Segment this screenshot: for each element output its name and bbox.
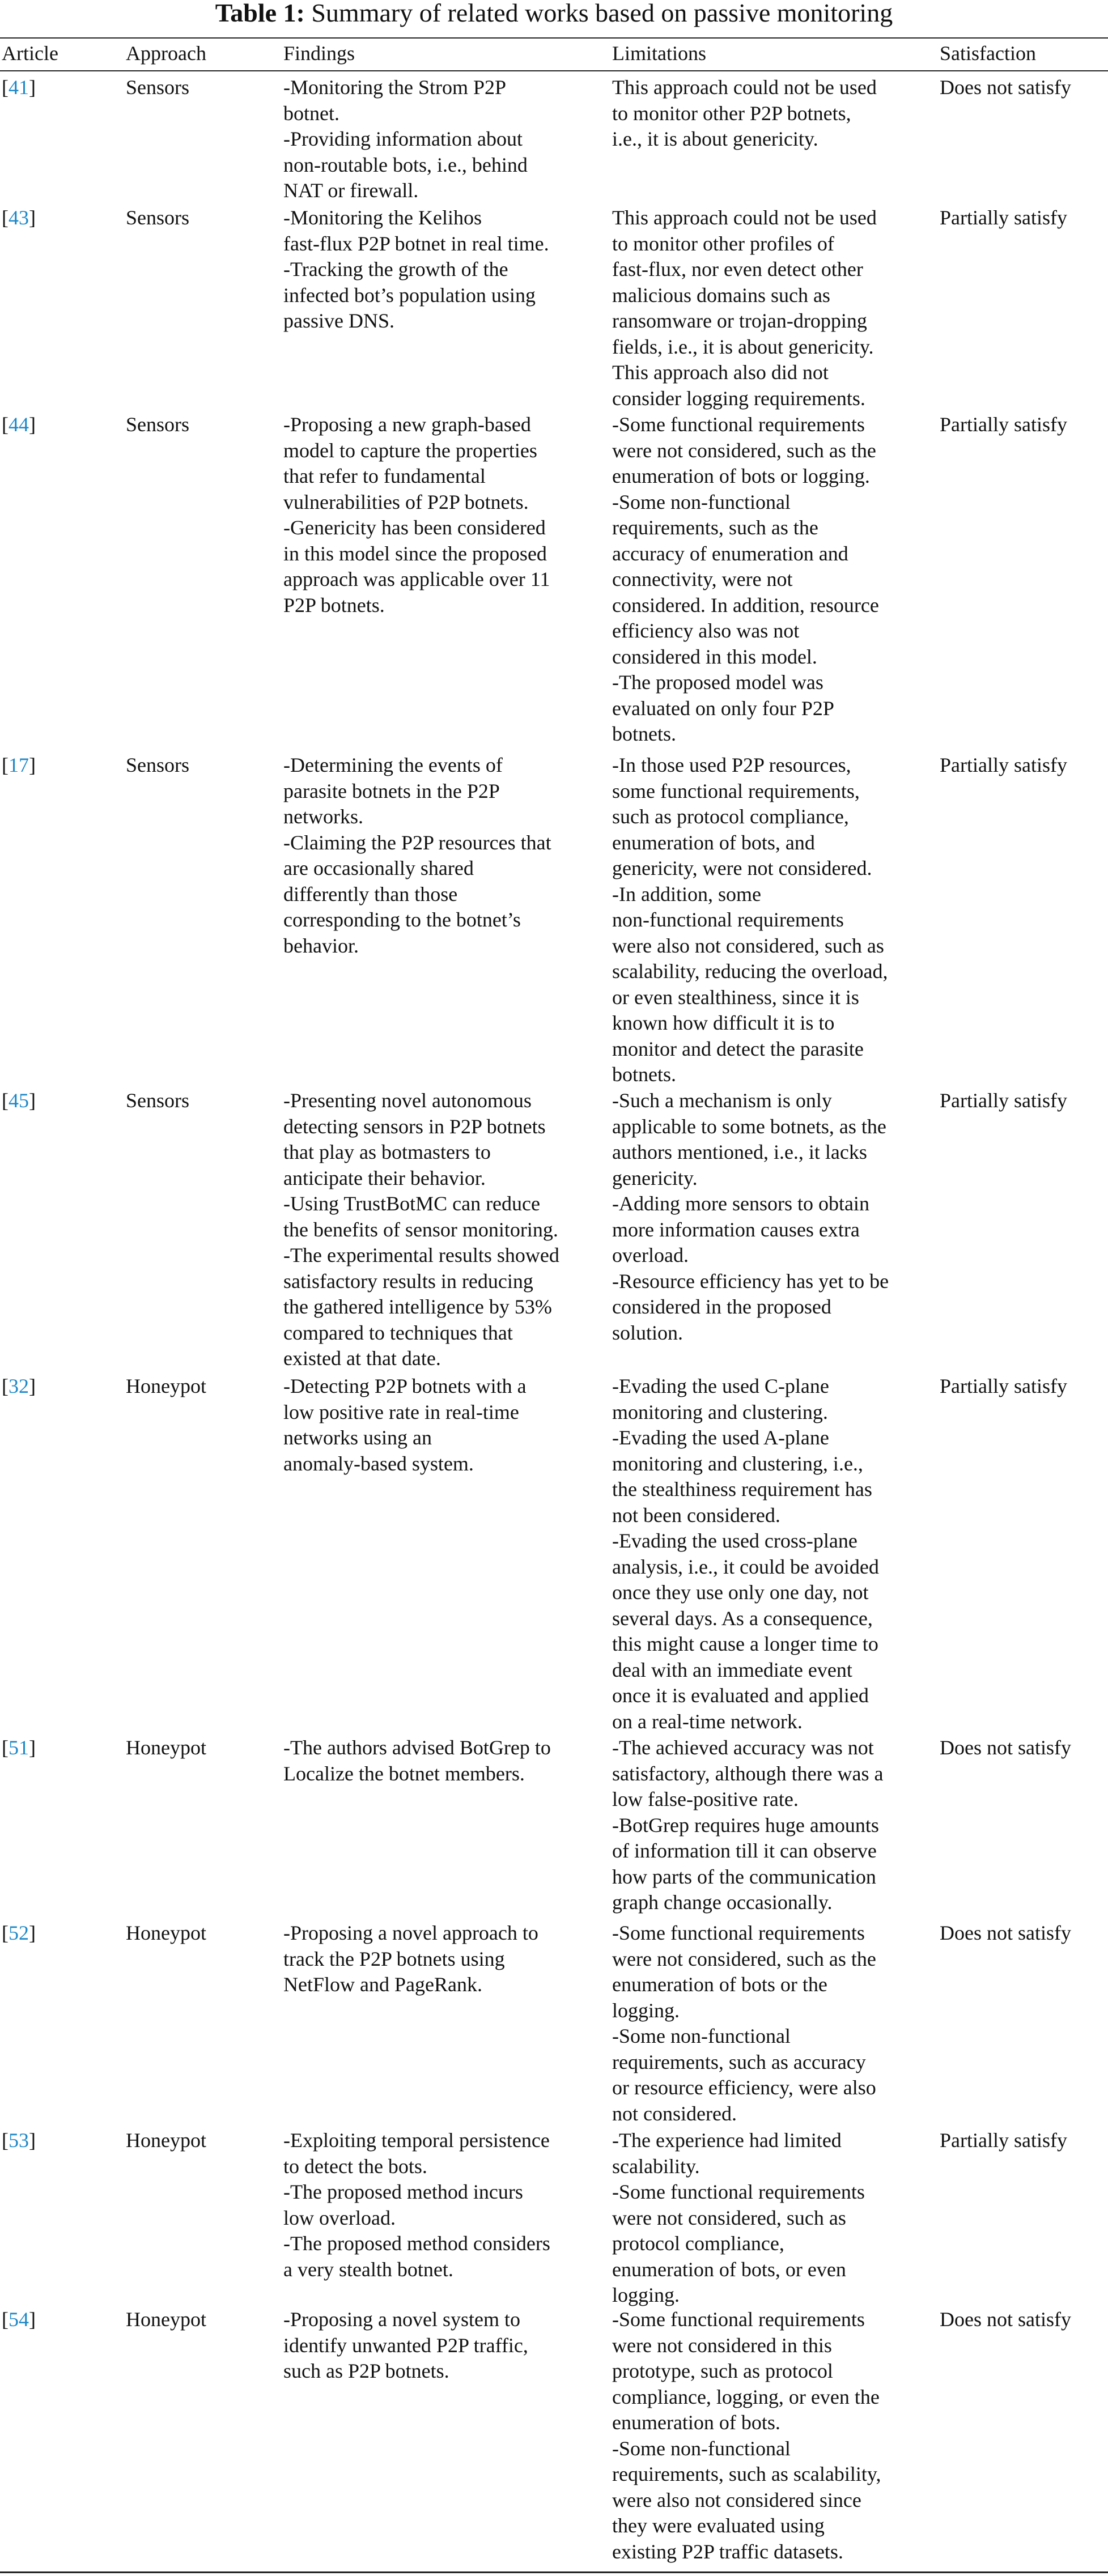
limitations-line: not considered. [612,2102,737,2125]
findings-line: -The proposed method considers [283,2232,550,2255]
limitations-line: logging. [612,1999,680,2022]
findings-line: existed at that date. [283,1347,441,1370]
limitations-line: once they use only one day, not [612,1581,869,1604]
limitations-line: were also not considered, such as [612,934,884,957]
findings-line: track the P2P botnets using [283,1947,505,1970]
limitations-line: i.e., it is about genericity. [612,127,818,150]
findings-line: -The proposed method incurs [283,2180,523,2203]
findings-line: detecting sensors in P2P botnets [283,1115,546,1138]
findings-line: -Determining the events of [283,754,503,776]
findings-cell [283,412,601,618]
limitations-line: enumeration of bots, and [612,831,815,854]
findings-line: -Exploiting temporal persistence [283,2129,550,2152]
header-rule [0,70,1108,71]
findings-line: are occasionally shared [283,857,474,879]
approach-cell: Sensors [126,413,190,436]
reference-link[interactable]: 45 [9,1089,29,1112]
article-cell [2,75,115,101]
findings-line: to detect the bots. [283,2154,427,2178]
limitations-line: non-functional requirements [612,908,844,931]
limitations-cell [612,205,929,411]
limitations-line: once it is evaluated and applied [612,1684,869,1707]
limitations-line: requirements, such as the [612,516,818,539]
limitations-line: -Some non-functional [612,490,791,513]
limitations-line: of information till it can observe [612,1839,877,1862]
findings-line: that play as botmasters to [283,1141,491,1163]
findings-line: -Monitoring the Strom P2P [283,76,507,99]
findings-line: a very stealth botnet. [283,2258,453,2281]
reference-link[interactable]: 32 [9,1375,29,1397]
satisfaction-cell: Partially satisfy [940,206,1067,229]
satisfaction-cell: Partially satisfy [940,413,1067,436]
approach-cell: Honeypot [126,1375,206,1397]
limitations-line: or resource efficiency, were also [612,2076,876,2099]
limitations-line: were not considered in this [612,2333,832,2357]
findings-cell [283,1920,601,1998]
limitations-line: fast-flux, nor even detect other [612,258,863,280]
limitations-line: malicious domains such as [612,283,830,307]
limitations-line: connectivity, were not [612,568,793,590]
findings-line: in this model since the proposed [283,542,547,565]
approach-cell: Sensors [126,1089,190,1112]
bracket-open: [ [2,2129,9,2152]
limitations-line: monitoring and clustering. [612,1400,828,1423]
approach-cell: Sensors [126,754,190,776]
limitations-line: -In those used P2P resources, [612,754,851,776]
findings-line: such as P2P botnets. [283,2360,449,2382]
findings-line: -Tracking the growth of the [283,258,508,280]
reference-link[interactable]: 53 [9,2129,29,2152]
limitations-line: this might cause a longer time to [612,1633,878,1655]
limitations-line: analysis, i.e., it could be avoided [612,1555,879,1578]
findings-line: -Monitoring the Kelihos [283,206,482,229]
limitations-line: -Such a mechanism is only [612,1089,832,1112]
article-cell [2,753,115,779]
limitations-line: enumeration of bots or logging. [612,465,870,487]
findings-line: approach was applicable over 11 [283,568,550,590]
findings-line: -Detecting P2P botnets with a [283,1375,527,1397]
findings-line: -Claiming the P2P resources that [283,831,551,854]
column-header-limitations: Limitations [612,42,706,65]
limitations-line: accuracy of enumeration and [612,542,848,565]
limitations-line: prototype, such as protocol [612,2360,833,2382]
limitations-line: how parts of the communication [612,1865,876,1888]
limitations-line: applicable to some botnets, as the [612,1115,886,1138]
approach-cell: Honeypot [126,1736,206,1759]
limitations-line: This approach could not be used [612,76,877,99]
satisfaction-cell: Does not satisfy [940,1922,1071,1944]
limitations-line: botnets. [612,1063,676,1086]
bracket-open: [ [2,413,9,436]
limitations-line: known how difficult it is to [612,1011,835,1034]
findings-cell [283,1088,601,1372]
bracket-close: ] [29,2129,36,2152]
limitations-line: -Evading the used C-plane [612,1375,829,1397]
limitations-cell [612,75,929,152]
limitations-line: -Some functional requirements [612,413,865,436]
findings-line: satisfactory results in reducing [283,1269,533,1293]
bracket-open: [ [2,2308,9,2331]
limitations-line: to monitor other profiles of [612,232,834,255]
limitations-line: ransomware or trojan-dropping [612,309,867,332]
limitations-line: requirements, such as accuracy [612,2050,866,2073]
limitations-line: -The achieved accuracy was not [612,1736,874,1759]
article-cell [2,2307,115,2333]
findings-line: the gathered intelligence by 53% [283,1295,552,1318]
article-cell [2,1088,115,1114]
bracket-open: [ [2,1736,9,1759]
table-bottom-rule [0,2571,1108,2573]
findings-cell [283,75,601,204]
limitations-line: low false-positive rate. [612,1788,799,1810]
limitations-line: scalability, reducing the overload, [612,960,888,983]
limitations-line: -Evading the used cross-plane [612,1529,857,1552]
bracket-open: [ [2,206,9,229]
bracket-close: ] [29,1736,36,1759]
approach-cell: Honeypot [126,2129,206,2152]
limitations-line: the stealthiness requirement has [612,1478,872,1500]
article-cell [2,205,115,231]
limitations-line: overload. [612,1244,689,1266]
column-header-approach: Approach [126,42,206,65]
limitations-line: they were evaluated using [612,2514,825,2537]
satisfaction-cell: Partially satisfy [940,1089,1067,1112]
limitations-line: fields, i.e., it is about genericity. [612,335,874,358]
findings-cell [283,753,601,959]
limitations-line: -Some functional requirements [612,1922,865,1944]
findings-line: vulnerabilities of P2P botnets. [283,490,529,513]
table-top-rule [0,37,1108,39]
bracket-close: ] [29,1922,36,1944]
reference-link[interactable]: 52 [9,1922,29,1944]
findings-line: behavior. [283,934,359,957]
findings-cell [283,1374,601,1477]
findings-line: -Providing information about [283,127,523,150]
limitations-line: logging. [612,2284,680,2306]
limitations-line: -Evading the used A-plane [612,1426,829,1449]
satisfaction-cell: Partially satisfy [940,754,1067,776]
approach-cell: Honeypot [126,2308,206,2331]
findings-line: -The authors advised BotGrep to [283,1736,551,1759]
limitations-line: monitoring and clustering, i.e., [612,1452,863,1475]
limitations-line: to monitor other P2P botnets, [612,101,851,125]
approach-cell: Sensors [126,206,190,229]
limitations-line: were also not considered since [612,2488,861,2511]
limitations-line: were not considered, such as [612,2206,846,2229]
limitations-line: This approach also did not [612,361,829,384]
bracket-close: ] [29,2308,36,2331]
bracket-open: [ [2,1375,9,1397]
limitations-line: -Some non-functional [612,2025,791,2047]
limitations-line: considered. In addition, resource [612,593,879,617]
bracket-close: ] [29,206,36,229]
bracket-close: ] [29,413,36,436]
limitations-line: solution. [612,1321,684,1344]
limitations-line: authors mentioned, i.e., it lacks [612,1141,867,1163]
findings-line: fast-flux P2P botnet in real time. [283,232,549,255]
limitations-cell [612,1088,929,1346]
reference-link[interactable]: 17 [9,754,29,776]
limitations-cell [612,2307,929,2565]
findings-line: -Proposing a new graph-based [283,413,531,436]
column-header-findings: Findings [283,42,355,65]
article-cell [2,412,115,438]
findings-line: model to capture the properties [283,439,537,462]
limitations-line: more information causes extra [612,1218,860,1241]
findings-line: botnet. [283,101,339,125]
satisfaction-cell: Partially satisfy [940,1375,1067,1397]
findings-line: P2P botnets. [283,593,385,617]
limitations-line: -Adding more sensors to obtain [612,1192,869,1215]
findings-line: networks. [283,805,363,828]
limitations-line: monitor and detect the parasite [612,1037,864,1060]
limitations-line: existing P2P traffic datasets. [612,2540,843,2563]
table-caption-text: Summary of related works based on passive monitoring [311,0,893,27]
limitations-line: some functional requirements, [612,779,860,802]
limitations-line: -Some non-functional [612,2437,791,2460]
findings-cell [283,2307,601,2384]
satisfaction-cell: Partially satisfy [940,2129,1067,2152]
limitations-line: compliance, logging, or even the [612,2385,880,2408]
findings-line: corresponding to the botnet’s [283,908,521,931]
findings-line: that refer to fundamental [283,465,486,487]
limitations-line: enumeration of bots, or even [612,2258,846,2281]
bracket-close: ] [29,754,36,776]
findings-line: parasite botnets in the P2P [283,779,500,802]
findings-line: -Presenting novel autonomous [283,1089,532,1112]
limitations-line: satisfactory, although there was a [612,1762,884,1785]
reference-link[interactable]: 54 [9,2308,29,2331]
column-header-satisfaction: Satisfaction [940,42,1036,65]
bracket-open: [ [2,1089,9,1112]
limitations-line: -In addition, some [612,882,761,906]
findings-line: anomaly-based system. [283,1452,474,1475]
findings-line: -Genericity has been considered [283,516,546,539]
findings-cell [283,205,601,334]
limitations-line: scalability. [612,2154,700,2178]
article-cell [2,1735,115,1761]
limitations-line: were not considered, such as the [612,1947,876,1970]
findings-line: identify unwanted P2P traffic, [283,2333,528,2357]
bracket-close: ] [29,76,36,99]
limitations-line: several days. As a consequence, [612,1606,873,1630]
limitations-line: enumeration of bots or the [612,1973,827,1996]
findings-line: passive DNS. [283,309,394,332]
limitations-line: -BotGrep requires huge amounts [612,1813,879,1837]
limitations-line: botnets. [612,722,676,745]
table-caption [0,0,1108,26]
limitations-line: This approach could not be used [612,206,877,229]
article-cell [2,1920,115,1946]
findings-line: compared to techniques that [283,1321,513,1344]
limitations-line: enumeration of bots. [612,2411,780,2434]
limitations-cell [612,2128,929,2309]
satisfaction-cell: Does not satisfy [940,76,1071,99]
reference-link[interactable]: 44 [9,413,29,436]
limitations-cell [612,753,929,1088]
findings-line: non-routable bots, i.e., behind [283,153,528,176]
findings-line: -Using TrustBotMC can reduce [283,1192,540,1215]
limitations-line: considered in this model. [612,645,817,668]
findings-line: low overload. [283,2206,396,2229]
limitations-line: genericity. [612,1166,698,1189]
reference-link[interactable]: 41 [9,76,29,99]
findings-line: -Proposing a novel system to [283,2308,520,2331]
limitations-line: requirements, such as scalability, [612,2463,881,2485]
findings-line: NetFlow and PageRank. [283,1973,482,1996]
findings-line: low positive rate in real-time [283,1400,519,1423]
bracket-open: [ [2,1922,9,1944]
findings-line: anticipate their behavior. [283,1166,486,1189]
limitations-line: efficiency also was not [612,619,800,642]
limitations-line: on a real-time network. [612,1710,803,1733]
reference-link[interactable]: 43 [9,206,29,229]
limitations-line: or even stealthiness, since it is [612,985,859,1009]
limitations-line: consider logging requirements. [612,386,865,410]
findings-line: differently than those [283,882,458,906]
bracket-open: [ [2,76,9,99]
bracket-open: [ [2,754,9,776]
limitations-line: -The experience had limited [612,2129,842,2152]
findings-cell [283,2128,601,2282]
article-cell [2,2128,115,2154]
limitations-line: deal with an immediate event [612,1658,852,1681]
satisfaction-cell: Does not satisfy [940,2308,1071,2331]
bracket-close: ] [29,1089,36,1112]
limitations-line: were not considered, such as the [612,439,876,462]
limitations-line: evaluated on only four P2P [612,696,834,720]
limitations-line: -The proposed model was [612,671,823,694]
findings-line: the benefits of sensor monitoring. [283,1218,558,1241]
column-header-article: Article [2,42,58,65]
table-caption-label: Table 1: [215,0,305,27]
limitations-line: considered in the proposed [612,1295,831,1318]
limitations-cell [612,1374,929,1735]
findings-line: -The experimental results showed [283,1244,559,1266]
limitations-line: genericity, were not considered. [612,857,872,879]
limitations-cell [612,1920,929,2127]
findings-line: Localize the botnet members. [283,1762,525,1785]
limitations-cell [612,1735,929,1916]
findings-line: -Proposing a novel approach to [283,1922,538,1944]
limitations-line: -Resource efficiency has yet to be [612,1269,889,1293]
satisfaction-cell: Does not satisfy [940,1736,1071,1759]
article-cell [2,1374,115,1400]
bracket-close: ] [29,1375,36,1397]
findings-line: NAT or firewall. [283,179,419,202]
approach-cell: Honeypot [126,1922,206,1944]
findings-cell [283,1735,601,1787]
limitations-line: -Some functional requirements [612,2180,865,2203]
limitations-line: graph change occasionally. [612,1891,833,1914]
limitations-line: not been considered. [612,1503,780,1527]
reference-link[interactable]: 51 [9,1736,29,1759]
approach-cell: Sensors [126,76,190,99]
findings-line: infected bot’s population using [283,283,536,307]
limitations-line: such as protocol compliance, [612,805,849,828]
limitations-line: -Some functional requirements [612,2308,865,2331]
limitations-cell [612,412,929,747]
limitations-line: protocol compliance, [612,2232,784,2255]
findings-line: networks using an [283,1426,432,1449]
